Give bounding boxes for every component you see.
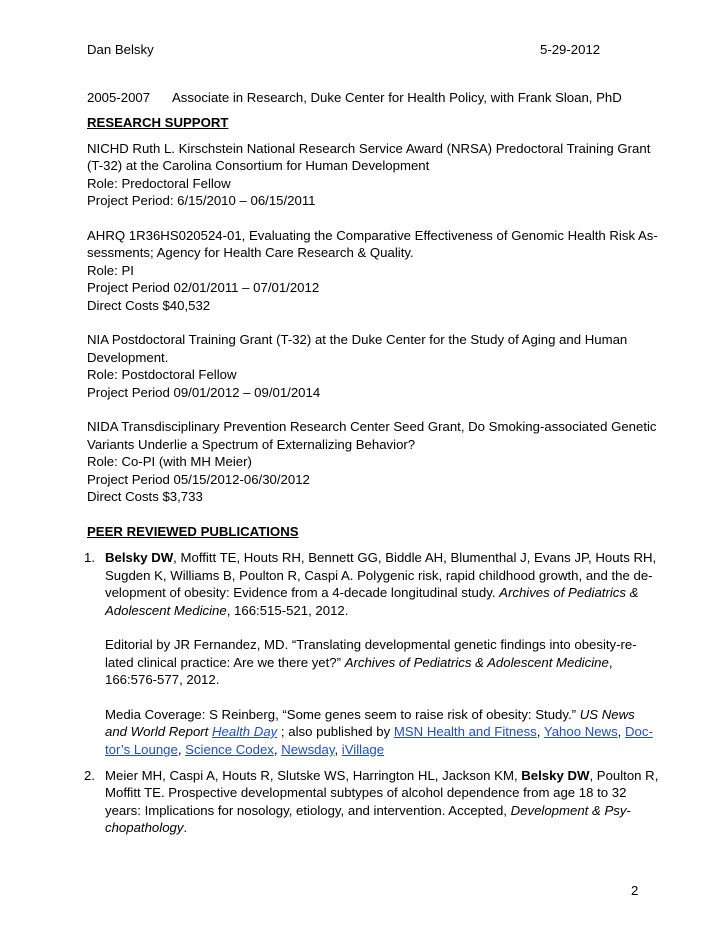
pub1-authors: , Moffitt TE, Houts RH, Bennett GG, Biddle AH, Blumenthal J, Evans JP, Houts RH,	[173, 550, 657, 565]
media-sep: ,	[177, 742, 186, 757]
publications-heading: PEER REVIEWED PUBLICATIONS	[87, 524, 299, 539]
grant3-line2: Development.	[87, 350, 169, 365]
pub1-journal-part1: Archives of Pediatrics &	[499, 585, 639, 600]
pub2-title-end: years: Implications for nosology, etiology, and intervention. Accepted,	[105, 803, 511, 818]
pub2-line4	[105, 819, 187, 837]
grant3-period: Project Period 09/01/2012 – 09/01/2014	[87, 385, 321, 400]
grant4-line2: Variants Underlie a Spectrum of Externalizing Behavior?	[87, 437, 416, 452]
pub2-author-bold: Belsky DW	[521, 768, 590, 783]
grant1-period: Project Period: 6/15/2010 – 06/15/2011	[87, 193, 316, 208]
pub2-period: .	[183, 820, 188, 835]
media-also-published: ; also published by	[277, 724, 394, 739]
pub1-number: 1.	[84, 550, 95, 565]
employment-years: 2005-2007	[87, 90, 151, 105]
link-health-day[interactable]: Health Day	[212, 724, 278, 739]
link-ivillage[interactable]: iVillage	[341, 742, 385, 757]
media-line1	[105, 706, 635, 724]
grant4-line1: NIDA Transdisciplinary Prevention Research Center Seed Grant, Do Smoking-associated Genetic	[87, 419, 657, 434]
employment-description: Associate in Research, Duke Center for Health Policy, with Frank Sloan, PhD	[172, 90, 622, 105]
media-outlet-part2: and World Report	[105, 724, 213, 739]
header-name: Dan Belsky	[87, 42, 154, 57]
pub2-line2: Moffitt TE. Prospective developmental subtypes of alcohol dependence from age 18 to 32	[105, 785, 627, 800]
pub2-authors-before: Meier MH, Caspi A, Houts R, Slutske WS, Harrington HL, Jackson KM,	[105, 768, 522, 783]
editorial-line1: Editorial by JR Fernandez, MD. “Translating developmental genetic findings into obesity-re-	[105, 637, 637, 652]
editorial-line2	[105, 654, 612, 672]
grant4-costs: Direct Costs $3,733	[87, 489, 203, 504]
editorial-title-end: lated clinical practice: Are we there yet?”	[105, 655, 345, 670]
grant3-role: Role: Postdoctoral Fellow	[87, 367, 237, 382]
pub2-line3	[105, 802, 631, 820]
grant2-costs: Direct Costs $40,532	[87, 298, 211, 313]
pub1-line2: Sugden K, Williams B, Poulton R, Caspi A. Polygenic risk, rapid childhood growth, and the de-	[105, 568, 653, 583]
pub2-authors-after: , Poulton R,	[589, 768, 659, 783]
grant2-period: Project Period 02/01/2011 – 07/01/2012	[87, 280, 320, 295]
pub2-number: 2.	[84, 768, 95, 783]
pub1-title-end: velopment of obesity: Evidence from a 4-decade longitudinal study.	[105, 585, 500, 600]
link-science-codex[interactable]: Science Codex	[185, 742, 274, 757]
grant2-line2: sessments; Agency for Health Care Research & Quality.	[87, 245, 414, 260]
grant1-line2: (T-32) at the Carolina Consortium for Human Development	[87, 158, 430, 173]
editorial-line3: 166:576-577, 2012.	[105, 672, 220, 687]
grant4-period: Project Period 05/15/2012-06/30/2012	[87, 472, 310, 487]
media-sep: ,	[617, 724, 625, 739]
grant2-line1: AHRQ 1R36HS020524-01, Evaluating the Comparative Effectiveness of Genomic Health Risk As-	[87, 228, 658, 243]
header-date: 5-29-2012	[540, 42, 601, 57]
pub1-line3	[105, 584, 638, 602]
grant1-line1: NICHD Ruth L. Kirschstein National Research Service Award (NRSA) Predoctoral Training Grant	[87, 141, 651, 156]
editorial-comma: ,	[608, 655, 613, 670]
grant2-role: Role: PI	[87, 263, 134, 278]
media-intro: Media Coverage: S Reinberg, “Some genes seem to raise risk of obesity: Study.”	[105, 707, 580, 722]
pub2-journal-part2: chopathology	[105, 820, 184, 835]
link-yahoo-news[interactable]: Yahoo News	[543, 724, 618, 739]
media-sep: ,	[334, 742, 342, 757]
link-doctors-lounge[interactable]: Doc-	[625, 724, 653, 739]
pub1-line4	[105, 602, 348, 620]
research-support-heading: RESEARCH SUPPORT	[87, 115, 229, 130]
page-number: 2	[631, 883, 639, 898]
grant3-line1: NIA Postdoctoral Training Grant (T-32) at the Duke Center for the Study of Aging and Human	[87, 332, 628, 347]
media-outlet-part1: US News	[579, 707, 635, 722]
link-doctors-lounge-cont[interactable]: tor’s Lounge	[105, 742, 178, 757]
grant1-role: Role: Predoctoral Fellow	[87, 176, 231, 191]
pub1-citation: , 166:515-521, 2012.	[226, 603, 349, 618]
editorial-journal: Archives of Pediatrics & Adolescent Medicine	[344, 655, 609, 670]
media-line2	[105, 723, 653, 741]
pub1-line1	[105, 549, 656, 567]
pub2-line1	[105, 767, 658, 785]
pub1-author-bold: Belsky DW	[105, 550, 174, 565]
media-sep: ,	[273, 742, 282, 757]
link-msn-health-fitness[interactable]: MSN Health and Fitness	[393, 724, 537, 739]
media-line3	[105, 741, 384, 759]
pub1-journal-part2: Adolescent Medicine	[105, 603, 227, 618]
link-newsday[interactable]: Newsday	[281, 742, 335, 757]
media-sep: ,	[536, 724, 544, 739]
grant4-role: Role: Co-PI (with MH Meier)	[87, 454, 252, 469]
pub2-journal-part1: Development & Psy-	[510, 803, 631, 818]
